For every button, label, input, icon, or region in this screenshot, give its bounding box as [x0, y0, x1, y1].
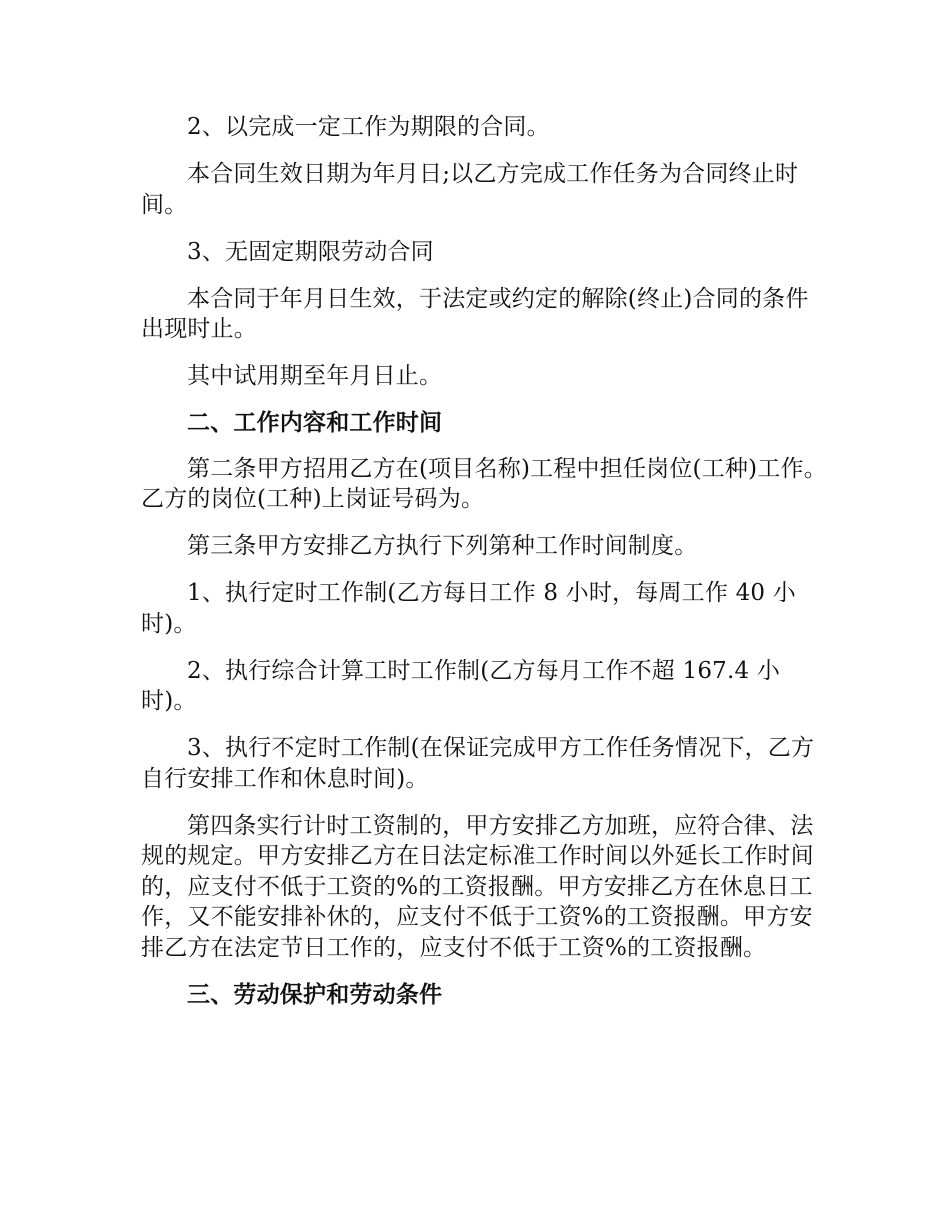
paragraph: 本合同于年月日生效，于法定或约定的解除(终止)合同的条件出现时止。 — [141, 285, 809, 342]
paragraph: 其中试用期至年月日止。 — [187, 363, 443, 389]
document-body — [141, 112, 827, 1025]
paragraph: 2、以完成一定工作为期限的合同。 — [187, 114, 550, 140]
paragraph: 3、无固定期限劳动合同 — [187, 238, 434, 265]
paragraph: 第二条甲方招用乙方在(项目名称)工程中担任岗位(工种)工作。乙方的岗位(工种)上岗证号码为。 — [141, 455, 827, 512]
section-heading: 二、工作内容和工作时间 — [187, 410, 443, 436]
paragraph: 第四条实行计时工资制的，甲方安排乙方加班，应符合律、法规的规定。甲方安排乙方在日法定标准工作时间以外延长工作时间的，应支付不低于工资的%的工资报酬。甲方安排乙方在休息日工作，又不能安排补休的，应支付不低于工资%的工资报酬。甲方安排乙方在法定节日工作的，应支付不低于工资%的工资报酬。 — [141, 812, 814, 961]
paragraph: 1、执行定时工作制(乙方每日工作 8 小时，每周工作 40 小时)。 — [141, 580, 796, 637]
paragraph: 本合同生效日期为年月日;以乙方完成工作任务为合同终止时间。 — [141, 161, 799, 218]
paragraph: 2、执行综合计算工时工作制(乙方每月工作不超 167.4 小时)。 — [141, 657, 781, 714]
paragraph: 第三条甲方安排乙方执行下列第种工作时间制度。 — [187, 533, 698, 559]
section-heading: 三、劳动保护和劳动条件 — [187, 981, 443, 1008]
paragraph: 3、执行不定时工作制(在保证完成甲方工作任务情况下，乙方自行安排工作和休息时间)。 — [141, 735, 815, 792]
